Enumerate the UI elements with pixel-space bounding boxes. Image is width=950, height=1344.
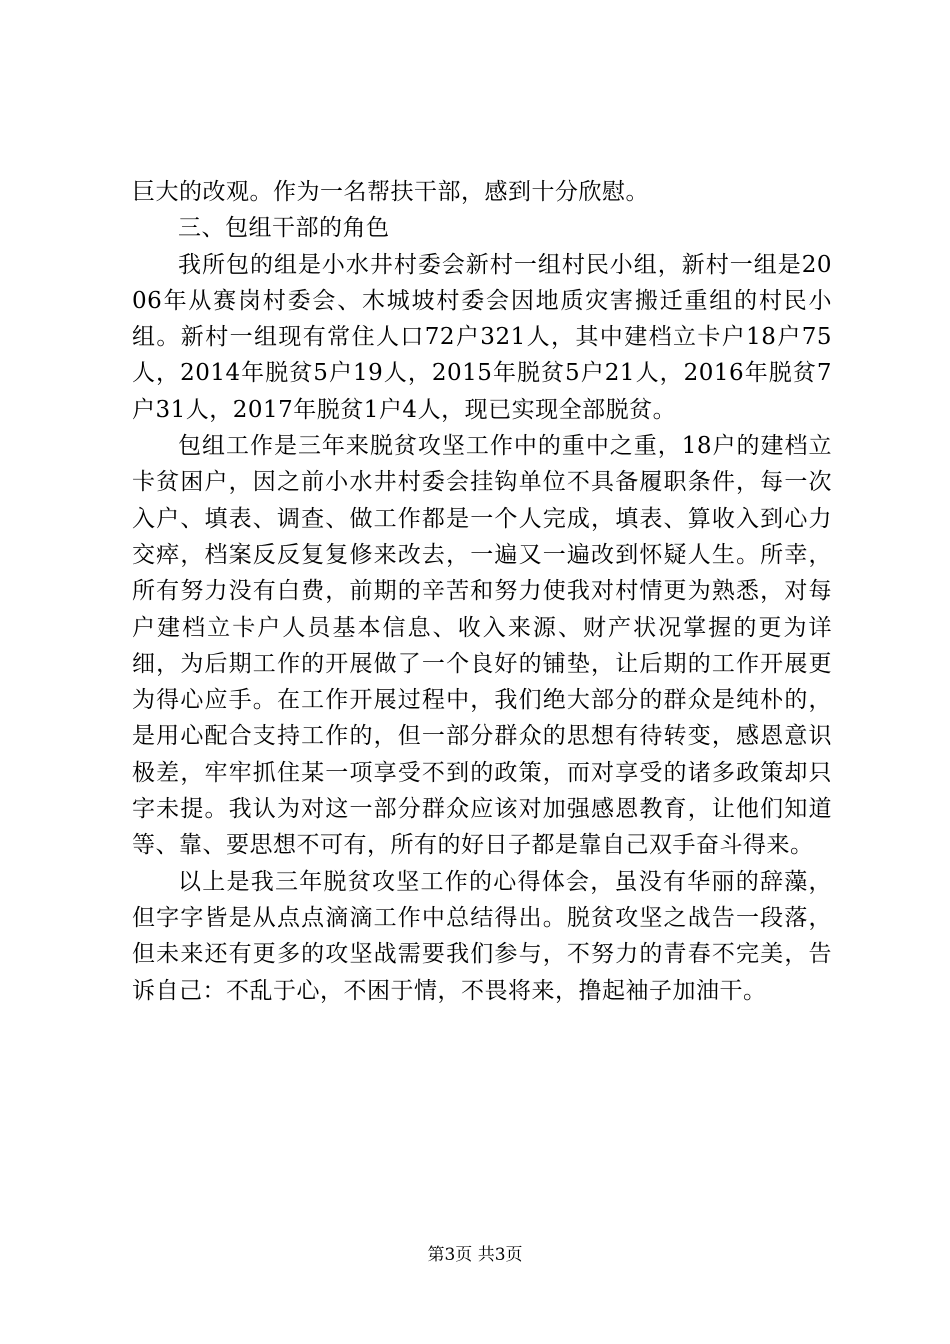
page-number-footer: 第3页 共3页 — [427, 1245, 523, 1265]
paragraph-continuation: 巨大的改观。作为一名帮扶干部，感到十分欣慰。 — [132, 179, 649, 205]
paragraph: 以上是我三年脱贫攻坚工作的心得体会，虽没有华丽的辞藻，但字字皆是从点点滴滴工作中总结得出。脱贫攻坚之战告一段落，但未来还有更多的攻坚战需要我们参与，不努力的青春不完美，告诉自己：不乱于心，不困于情，不畏将来，撸起袖子加油干。 — [132, 868, 832, 1004]
document-body — [132, 174, 832, 1009]
paragraph: 我所包的组是小水井村委会新村一组村民小组，新村一组是2006年从赛岗村委会、木城坡村委会因地质灾害搬迁重组的村民小组。新村一组现有常住人口72户321人，其中建档立卡户18户75人，2014年脱贫5户19人，2015年脱贫5户21人，2016年脱贫7户31人，2017年脱贫1户4人，现已实现全部脱贫。 — [132, 251, 832, 423]
paragraph: 包组工作是三年来脱贫攻坚工作中的重中之重，18户的建档立卡贫困户，因之前小水井村委会挂钩单位不具备履职条件，每一次入户、填表、调查、做工作都是一个人完成，填表、算收入到心力交瘁，档案反反复复修来改去，一遍又一遍改到怀疑人生。所幸，所有努力没有白费，前期的辛苦和努力使我对村情更为熟悉，对每户建档立卡户人员基本信息、收入来源、财产状况掌握的更为详细，为后期工作的开展做了一个良好的铺垫，让后期的工作开展更为得心应手。在工作开展过程中，我们绝大部分的群众是纯朴的，是用心配合支持工作的，但一部分群众的思想有待转变，感恩意识极差，牢牢抓住某一项享受不到的政策，而对享受的诸多政策却只字未提。我认为对这一部分群众应该对加强感恩教育，让他们知道等、靠、要思想不可有，所有的好日子都是靠自己双手奋斗得来。 — [132, 433, 832, 859]
section-heading: 三、包组干部的角色 — [178, 215, 390, 242]
